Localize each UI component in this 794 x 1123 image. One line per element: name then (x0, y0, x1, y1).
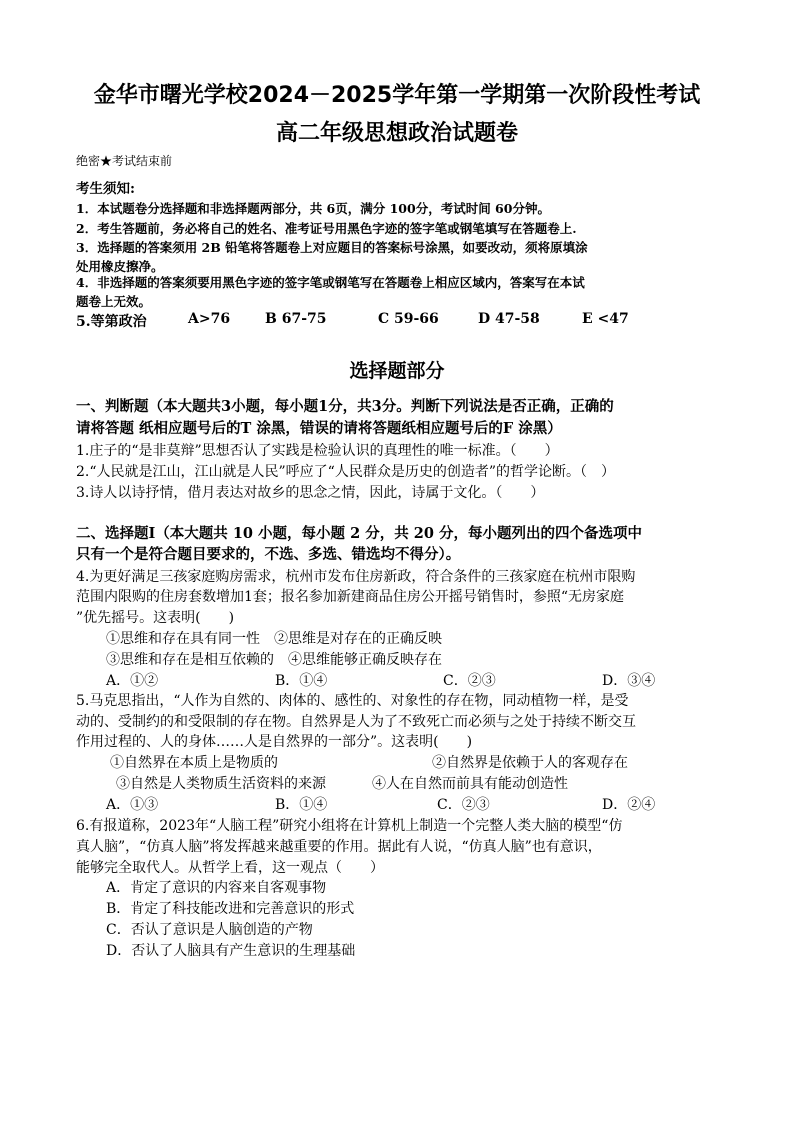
exam-title: 金华市曙光学校2024－2025学年第一学期第一次阶段性考试 (93, 83, 701, 108)
grade-label: 5.等第政治 (76, 314, 147, 330)
question-6-text: 能够完全取代人。从哲学上看，这一观点（ ） (76, 860, 384, 876)
exam-subtitle: 高二年级思想政治试题卷 (275, 121, 518, 146)
question-6-option-b: B．肯定了科技能改进和完善意识的形式 (106, 901, 355, 917)
question-3: 3.诗人以诗抒情，借月表达对故乡的思念之情，因此，诗属于文化。（ ） (76, 485, 545, 501)
question-5-statement-1: ①自然界在本质上是物质的 (110, 755, 278, 771)
question-2: 2.“人民就是江山，江山就是人民”呼应了“人民群众是历史的创造者”的哲学论断。（ ） (76, 464, 615, 480)
part1-heading-cont: 请将答题 纸相应题号后的T 涂黑，错误的请将答题纸相应题号后的F 涂黑） (76, 420, 562, 437)
notice-heading: 考生须知: (76, 181, 135, 197)
question-1: 1.庄子的“是非莫辩”思想否认了实践是检验认识的真理性的唯一标准。（ ） (76, 443, 559, 459)
secret-label: 绝密★考试结束前 (76, 154, 173, 168)
notice-item: 3．选择题的答案须用 2B 铅笔将答题卷上对应题目的答案标号涂黑，如要改动，须将原填涂 (76, 240, 588, 255)
question-4-choice-a: A．①② (106, 673, 159, 689)
question-6-option-a: A．肯定了意识的内容来自客观事物 (106, 880, 327, 896)
notice-item: 1．本试题卷分选择题和非选择题两部分，共 6页，满分 100分，考试时间 60分钟。 (76, 201, 550, 216)
part2-heading: 二、选择题Ⅰ（本大题共 10 小题，每小题 2 分，共 20 分，每小题列出的四个备选项中 (76, 525, 643, 542)
grade-c: C 59-66 (378, 311, 439, 327)
question-5-choice-c: C．②③ (437, 797, 490, 813)
notice-item: 4．非选择题的答案须要用黑色字迹的签字笔或钢笔写在答题卷上相应区域内，答案写在本试 (76, 275, 585, 290)
question-6-option-d: D．否认了人脑具有产生意识的生理基础 (106, 943, 356, 959)
notice-item: 处用橡皮擦净。 (76, 259, 164, 274)
grade-d: D 47-58 (478, 311, 540, 327)
question-4-choice-c: C．②③ (443, 673, 496, 689)
question-5-text: 作用过程的、人的身体……人是自然界的一部分”。这表明( ) (76, 734, 473, 750)
question-5-statement-3: ③自然是人类物质生活资料的来源 (116, 776, 326, 792)
notice-item: 2．考生答题前，务必将自己的姓名、准考证号用黑色字迹的签字笔或钢笔填写在答题卷上. (76, 221, 577, 236)
question-4-text: ”优先摇号。这表明( ) (76, 610, 235, 626)
grade-e: E <47 (582, 311, 629, 327)
question-5-statement-2: ②自然界是依赖于人的客观存在 (432, 755, 628, 771)
part2-heading-cont: 只有一个是符合题目要求的，不选、多选、错选均不得分）。 (76, 546, 461, 563)
question-5-text: 5.马克思指出，“人作为自然的、肉体的、感性的、对象性的存在物，同动植物一样，是受 (76, 693, 629, 709)
grade-a: A>76 (188, 311, 231, 327)
question-6-option-c: C．否认了意识是人脑创造的产物 (106, 922, 313, 938)
question-4-text: 范围内限购的住房套数增加1套；报名参加新建商品住房公开摇号销售时，参照“无房家庭 (76, 589, 625, 605)
question-6-text: 真人脑”，“仿真人脑”将发挥越来越重要的作用。据此有人说，“仿真人脑”也有意识， (76, 839, 602, 855)
notice-item: 题卷上无效。 (76, 294, 152, 309)
question-5-choice-a: A．①③ (106, 797, 159, 813)
part1-heading: 一、判断题（本大题共3小题，每小题1分，共3分。判断下列说法是否正确，正确的 (76, 398, 614, 415)
section-title: 选择题部分 (349, 360, 445, 382)
grade-b: B 67-75 (265, 311, 327, 327)
question-5-statement-4: ④人在自然而前具有能动创造性 (372, 776, 568, 792)
question-6-text: 6.有报道称，2023年“人脑工程”研究小组将在计算机上制造一个完整人类大脑的模型“仿 (76, 818, 623, 834)
question-4-statements: ①思维和存在具有同一性 ②思维是对存在的正确反映 (106, 631, 442, 647)
question-4-statements: ③思维和存在是相互依赖的 ④思维能够正确反映存在 (106, 652, 442, 668)
question-4-text: 4.为更好满足三孩家庭购房需求，杭州市发布住房新政，符合条件的三孩家庭在杭州市限购 (76, 569, 636, 585)
question-4-choice-d: D．③④ (602, 673, 656, 689)
question-4-choice-b: B．①④ (275, 673, 328, 689)
question-5-choice-b: B．①④ (275, 797, 328, 813)
question-5-text: 动的、受制约的和受限制的存在物。自然界是人为了不致死亡而必须与之处于持续不断交互 (76, 714, 636, 730)
question-5-choice-d: D．②④ (602, 797, 656, 813)
